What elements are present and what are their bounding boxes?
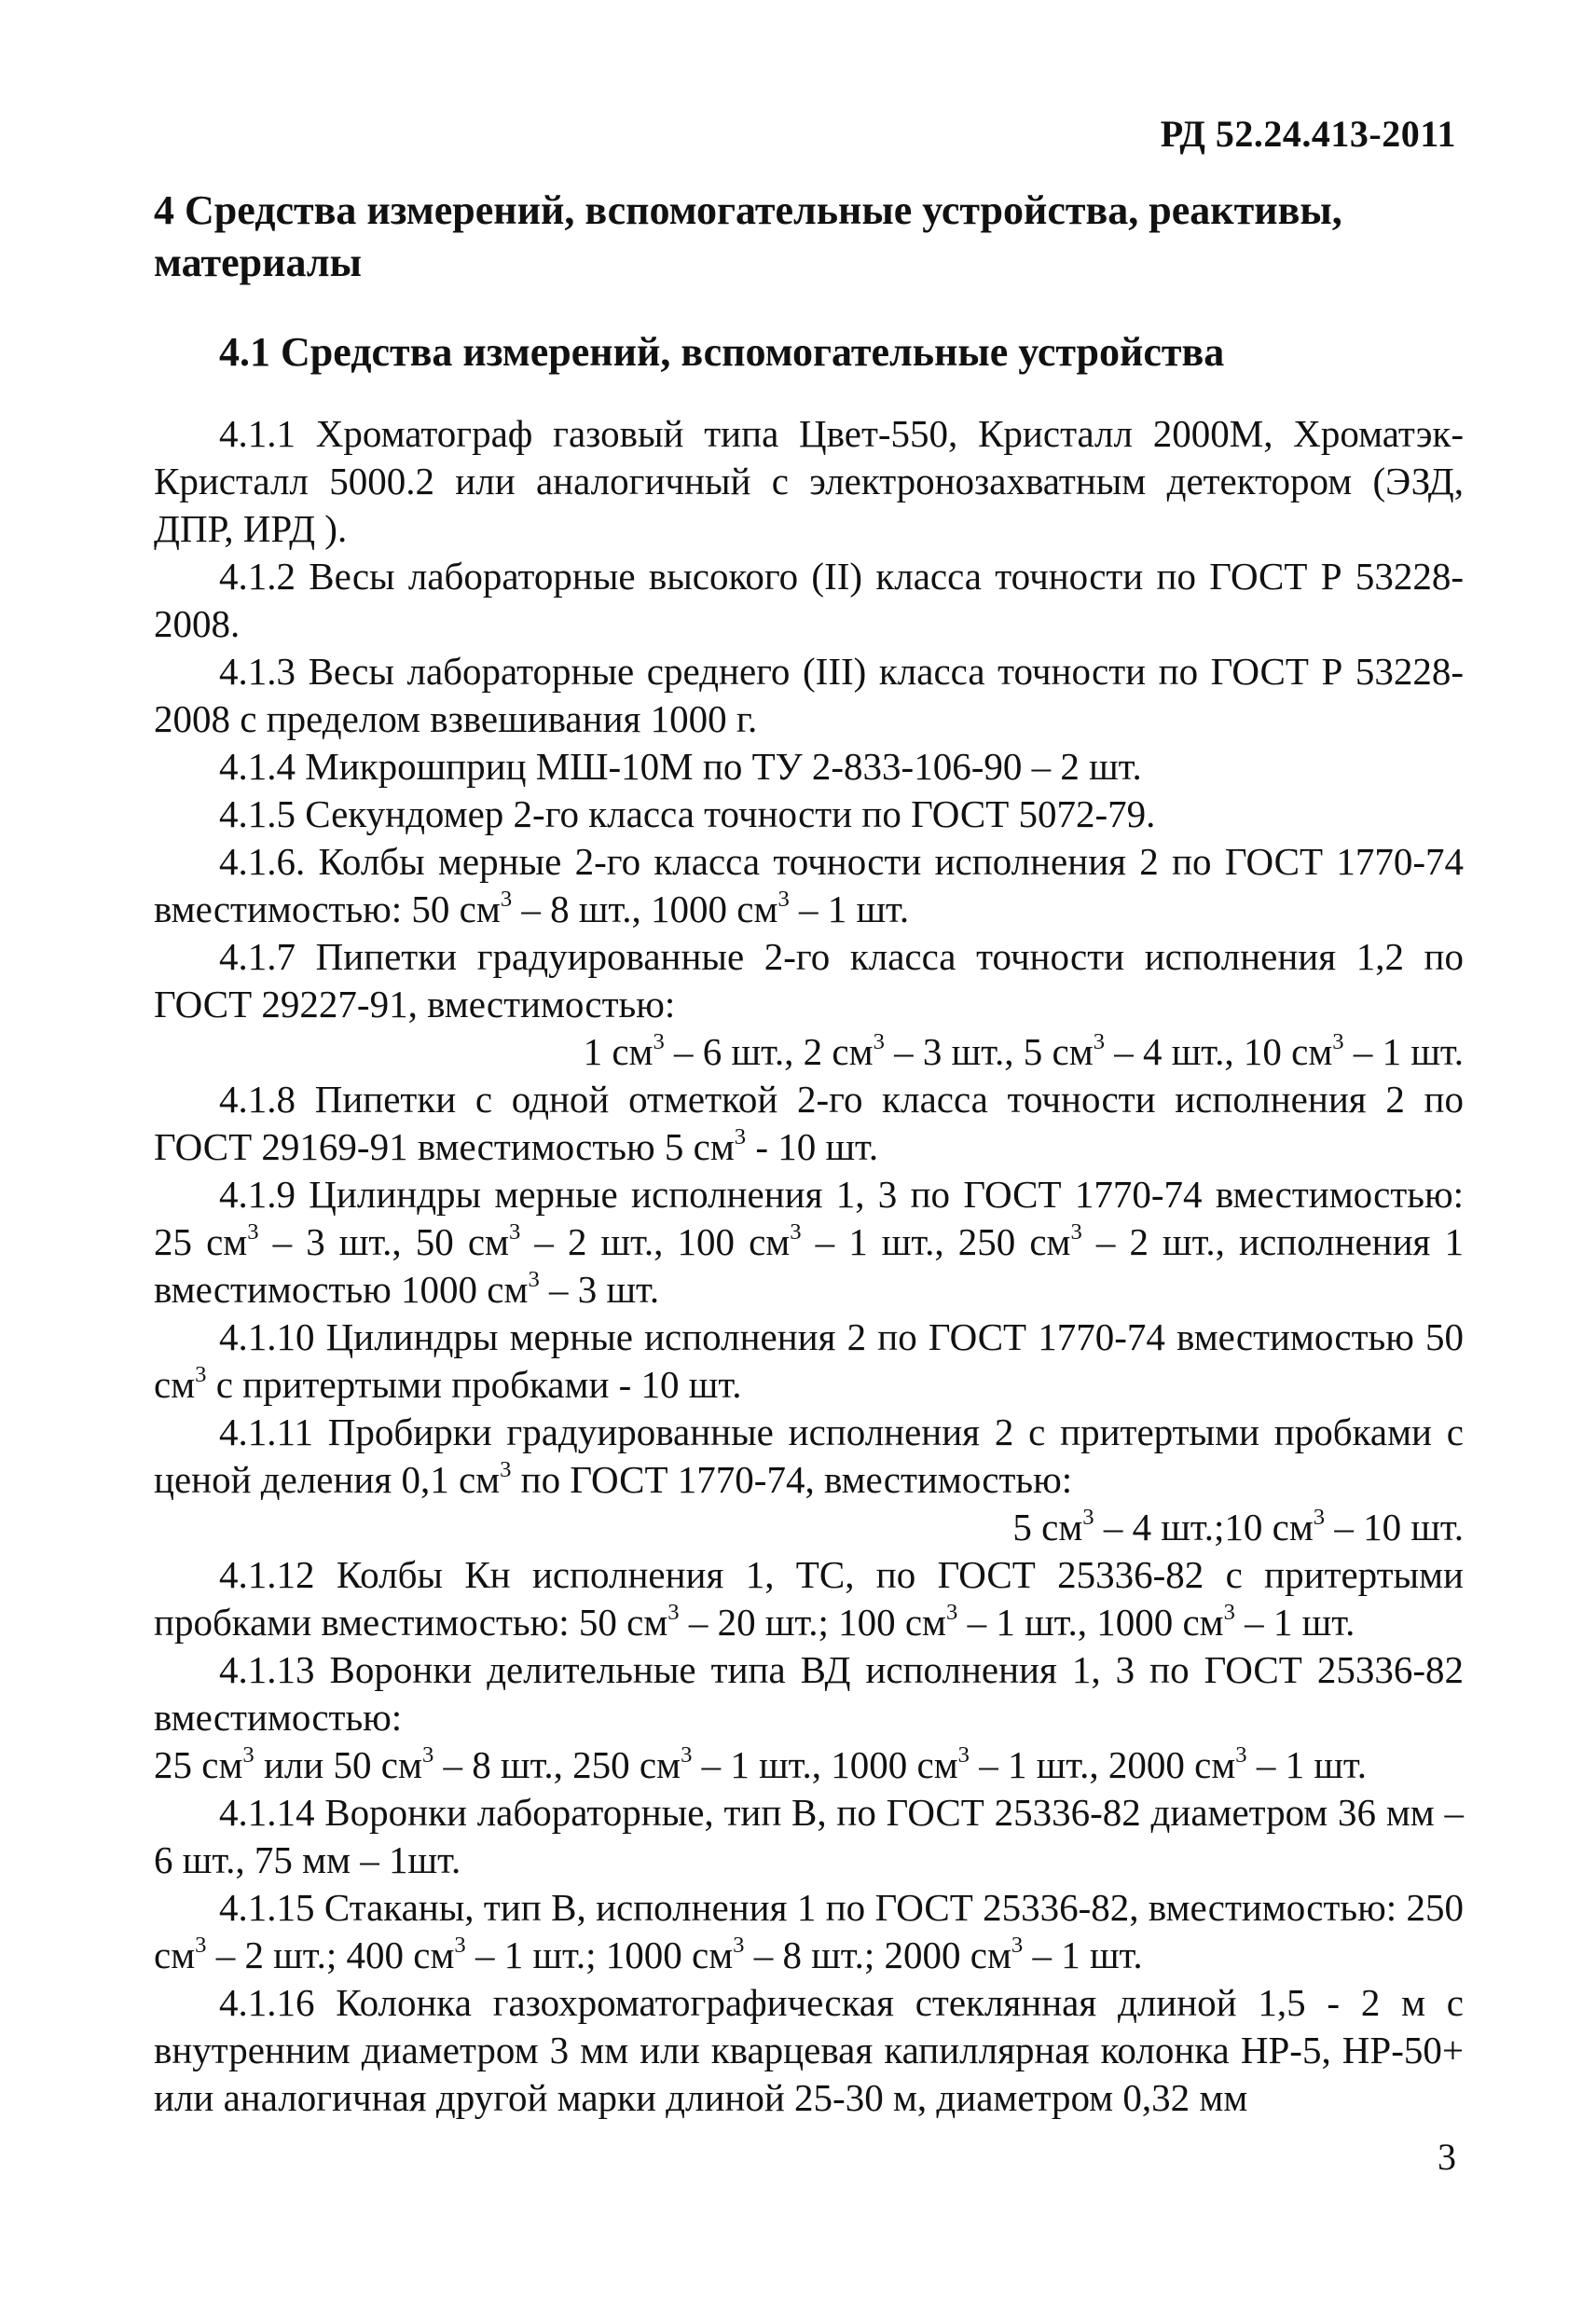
document-code: РД 52.24.413-2011 (1160, 113, 1456, 155)
item-4-1-7-volumes: 1 $см^3 - 6$ шт., 2 $см^3 - 3$ шт., 5 $см^3 - 4$ шт., 10 $см^3 - 1$ шт. (583, 1028, 1464, 1073)
item-list (154, 410, 1464, 2122)
page-number: 3 (1438, 2136, 1456, 2178)
item-4-1-15: 4.1.15 Стаканы, тип В, исполнения 1 по ГОСТ 25336-82, вместимостью: 250 $см^3 - 2$ шт.; 400 $см^3 - 1$ шт.; 1000 $см^3 - 8$ шт.; 2000 $см^3 - 1$ шт. (154, 1886, 1464, 1976)
item-4-1-13: 4.1.13 Воронки делительные типа ВД исполнения 1, 3 по ГОСТ 25336-82 вместимостью: 25 $см^3$ или 50 $см^3 - 8$ шт., 250 $см^3 - 1$ шт., 1000 $см^3 - 1$ шт., 2000 $см^3 - 1$ шт. (154, 1646, 1464, 1789)
item-4-1-1: 4.1.1 Хроматограф газовый типа Цвет-550, Кристалл 2000М, Хроматэк-Кристалл 5000.2 или аналогичный с электронозахватным детектором (ЭЗД, ДПР, ИРД ). (154, 412, 1464, 550)
item-4-1-9: 4.1.9 Цилиндры мерные исполнения 1, 3 по ГОСТ 1770-74 вместимостью: 25 $см^3 - 3$ шт., 50 $см^3 - 2$ шт., 100 $см^3 - 1$ шт., 250 $см^3 - 2$ шт., исполнения 1 вместимостью 1000 $см^3 - 3$ шт. (154, 1173, 1464, 1311)
item-4-1-7: 4.1.7 Пипетки градуированные 2-го класса точности исполнения 1,2 по ГОСТ 29227-91, вместимостью: 1 $см^3 - 6$ шт., 2 $см^3 - 3$ шт., 5 $см^3 - 4$ шт., 10 $см^3 - 1$ шт. (154, 933, 1464, 1076)
item-4-1-12: 4.1.12 Колбы Кн исполнения 1, ТС, по ГОСТ 25336-82 с притертыми пробками вместимостью: 50 $см^3 - 20$ шт.; 100 $см^3 - 1$ шт., 1000 $см^3 - 1$ шт. (154, 1553, 1464, 1644)
item-4-1-4: 4.1.4 Микрошприц МШ-10М по ТУ 2-833-106-90 – 2 шт. (219, 745, 1142, 788)
item-4-1-5: 4.1.5 Секундомер 2-го класса точности по ГОСТ 5072-79. (219, 792, 1156, 835)
item-4-1-13-volumes: 25 $см^3$ или 50 $см^3 - 8$ шт., 250 $см^3 - 1$ шт., 1000 $см^3 - 1$ шт., 2000 $см^3 - 1$ шт. (154, 1741, 1367, 1786)
item-4-1-3: 4.1.3 Весы лабораторные среднего (III) класса точности по ГОСТ Р 53228-2008 с пределом взвешивания 1000 г. (154, 650, 1464, 740)
item-4-1-6: 4.1.6. Колбы мерные 2-го класса точности исполнения 2 по ГОСТ 1770-74 вместимостью: 50 $см^3 - 8$ шт., 1000 $см^3 - 1$ шт. (154, 840, 1464, 930)
item-4-1-11-volumes: 5 $см^3 - 4$ шт.;10 $см^3 - 10$ шт. (1012, 1504, 1464, 1548)
item-4-1-8: 4.1.8 Пипетки с одной отметкой 2-го класса точности исполнения 2 по ГОСТ 29169-91 вместимостью 5 $см^3 - 10$ шт. (154, 1078, 1464, 1168)
item-4-1-10: 4.1.10 Цилиндры мерные исполнения 2 по ГОСТ 1770-74 вместимостью 50 $см^3$ с притертыми пробками - 10 шт. (154, 1315, 1464, 1406)
item-4-1-16: 4.1.16 Колонка газохроматографическая стеклянная длиной 1,5 - 2 м с внутренним диаметром 3 мм или кварцевая капиллярная колонка HP-5, HP-50+ или аналогичная другой марки длиной 25-30 м, диаметром 0,32 мм (154, 1981, 1464, 2119)
item-4-1-11: 4.1.11 Пробирки градуированные исполнения 2 с притертыми пробками с ценой деления 0,1 $см^3$ по ГОСТ 1770-74, вместимостью: 5 $см^3 - 4$ шт.;10 $см^3 - 10$ шт. (154, 1409, 1464, 1551)
item-4-1-14: 4.1.14 Воронки лабораторные, тип В, по ГОСТ 25336-82 диаметром 36 мм – 6 шт., 75 мм – 1шт. (154, 1791, 1464, 1881)
section-title: 4 Средства измерений, вспомогательные устройства, реактивы, материалы (154, 187, 1342, 285)
item-4-1-2: 4.1.2 Весы лабораторные высокого (II) класса точности по ГОСТ Р 53228-2008. (154, 555, 1464, 645)
subsection-title: 4.1 Средства измерений, вспомогательные устройства (219, 329, 1225, 375)
